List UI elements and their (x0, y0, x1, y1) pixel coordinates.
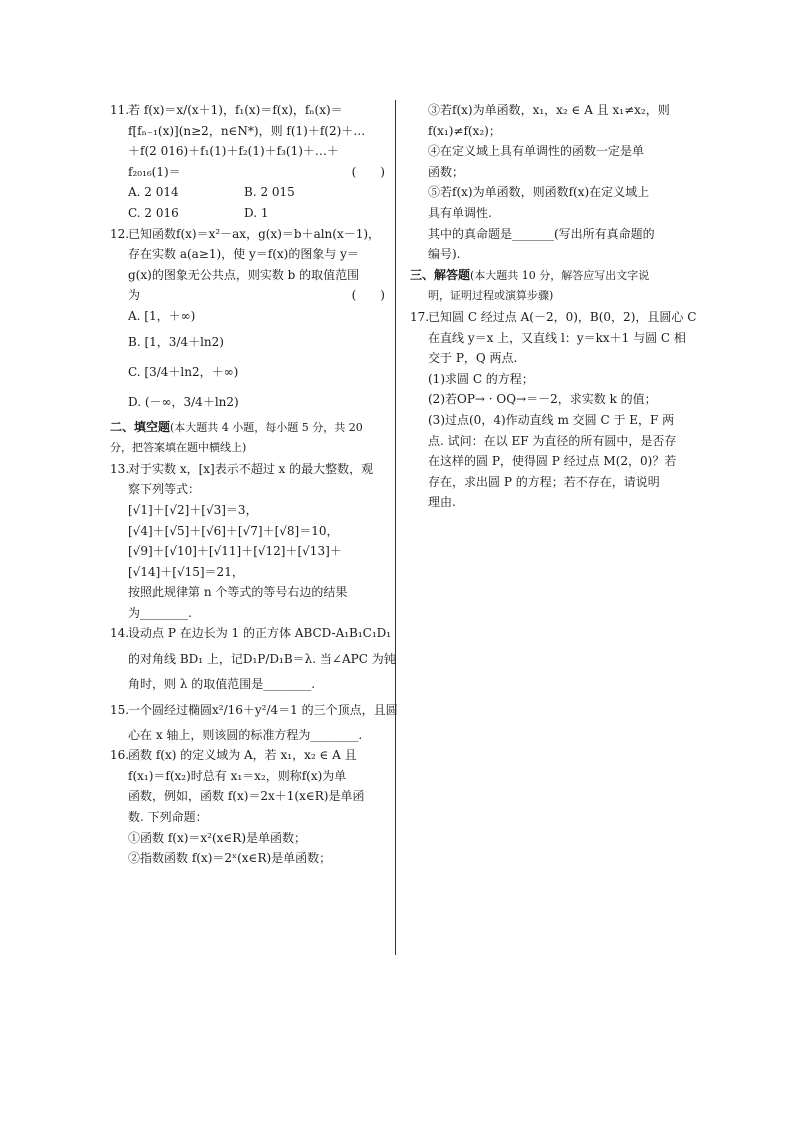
column-divider (395, 100, 396, 955)
option-d: D. (－∞，3/4＋ln2) (128, 394, 239, 409)
question-number: 13. (110, 461, 130, 476)
answer-blank: 角时，则 λ 的取值范围是________. (128, 677, 316, 692)
question-number: 11. (110, 103, 130, 117)
answer-blank: 为________. (128, 605, 192, 620)
proposition-3: ③若f(x)为单函数，x₁，x₂ ∈ A 且 x₁≠x₂，则 (428, 103, 670, 117)
sub-question-3: (3)过点(0，4)作动直线 m 交圆 C 于 E，F 两 (428, 412, 675, 427)
sub-question-1: (1)求圆 C 的方程； (428, 371, 534, 386)
left-column (110, 100, 398, 869)
section-solutions: 三、解答题(本大题共 10 分，解答应写出文字说 明，证明过程或演算步骤) (410, 267, 650, 303)
question-number: 16. (110, 748, 130, 763)
option-c: C. [3/4＋ln2，＋∞) (128, 364, 239, 379)
proposition-5: ⑤若f(x)为单函数，则函数f(x)在定义域上 (428, 185, 650, 200)
section-title: 二、填空题 (110, 419, 171, 434)
question-11: 11.若 f(x)＝x/(x＋1)，f₁(x)＝f(x)，fₙ(x)＝ f[fₙ₋₁(x)](n≥2，n∈N*)，则 f(1)＋f(2)＋… ＋f(2 016)＋f₁(1)＋f₂(1)＋f₃(1)＋…＋ f₂₀₁₆(1)＝ ( ) A. 2 014 B. 2 015 C. 2 016 D. 1 (110, 100, 385, 224)
answer-paren: ( ) (351, 164, 385, 179)
question-15: 15.一个圆经过椭圆x²/16＋y²/4＝1 的三个顶点，且圆 心在 x 轴上，则该圆的标准方程为________. (110, 695, 385, 746)
section-fill-in-blank: 二、填空题(本大题共 4 小题，每小题 5 分，共 20 分，把答案填在题中横线上) (110, 419, 363, 455)
option-b: B. [1，3/4＋ln2) (128, 334, 224, 349)
option-a: A. 2 014 (128, 185, 179, 200)
proposition-4: ④在定义域上具有单调性的函数一定是单 (428, 144, 645, 159)
question-16-continued: ③若f(x)为单函数，x₁，x₂ ∈ A 且 x₁≠x₂，则 f(x₁)≠f(x₂)； ④在定义域上具有单调性的函数一定是单 函数； ⑤若f(x)为单函数，则函数f(x)在定义域上 具有单调性. 其中的真命题是_______(写出所有真命题的 编号). (410, 100, 685, 265)
question-13: 13.对于实数 x，[x]表示不超过 x 的最大整数，观 察下列等式： [√1]＋[√2]＋[√3]＝3， [√4]＋[√5]＋[√6]＋[√7]＋[√8]＝10， [√9]＋[√10]＋[√11]＋[√12]＋[√13]＋ [√14]＋[√15]＝21， 按照此规律第 n 个等式的等号右边的结果 为________. (110, 459, 385, 624)
section-title: 三、解答题 (410, 267, 471, 282)
answer-paren: ( ) (351, 288, 385, 303)
proposition-2: ②指数函数 f(x)＝2ˣ(x∈R)是单函数； (128, 851, 332, 866)
question-number: 12. (110, 226, 130, 241)
answer-blank: 其中的真命题是_______(写出所有真命题的 (428, 226, 655, 241)
proposition-1: ①函数 f(x)＝x²(x∈R)是单函数； (128, 830, 307, 845)
sub-question-2: (2)若OP→ · OQ→＝－2，求实数 k 的值； (428, 392, 657, 407)
option-d: D. 1 (244, 205, 269, 220)
question-14: 14.设动点 P 在边长为 1 的正方体 ABCD-A₁B₁C₁D₁ 的对角线 BD₁ 上，记D₁P/D₁B＝λ. 当∠APC 为钝 角时，则 λ 的取值范围是________. (110, 623, 385, 694)
question-number: 17. (410, 309, 430, 324)
right-column (410, 100, 697, 513)
question-17: 17.已知圆 C 经过点 A(－2，0)，B(0，2)，且圆心 C 在直线 y＝x 上，又直线 l：y＝kx＋1 与圆 C 相 交于 P，Q 两点. (1)求圆 C 的方程； (2)若OP→ · OQ→＝－2，求实数 k 的值； (3)过点(0，4)作动直线 m 交圆 C 于 E，F 两 点. 试问：在以 EF 为直径的所有圆中，是否存 在这样的圆 P，使得圆 P 经过点 M(2，0)？若 存在，求出圆 P 的方程；若不存在，请说明 理由. (410, 307, 685, 513)
question-number: 14. (110, 626, 130, 641)
question-16: 16.函数 f(x) 的定义域为 A，若 x₁，x₂ ∈ A 且 f(x₁)＝f(x₂)时总有 x₁＝x₂，则称f(x)为单 函数，例如，函数 f(x)＝2x＋1(x∈R)是单函 数. 下列命题： ①函数 f(x)＝x²(x∈R)是单函数； ②指数函数 f(x)＝2ˣ(x∈R)是单函数； (110, 745, 385, 869)
option-c: C. 2 016 (128, 205, 179, 220)
answer-blank: 心在 x 轴上，则该圆的标准方程为________. (128, 727, 363, 742)
question-12: 12.已知函数f(x)＝x²－ax，g(x)＝b＋aln(x－1)， 存在实数 a(a≥1)，使 y＝f(x)的图象与 y＝ g(x)的图象无公共点，则实数 b 的取值范围 为 ( ) A. [1，＋∞) B. [1，3/4＋ln2) C. [3/4＋ln2，＋∞) D. (－∞，3/4＋ln2) (110, 224, 385, 417)
option-a: A. [1，＋∞) (128, 308, 196, 323)
option-b: B. 2 015 (244, 185, 295, 200)
question-number: 15. (110, 702, 130, 717)
